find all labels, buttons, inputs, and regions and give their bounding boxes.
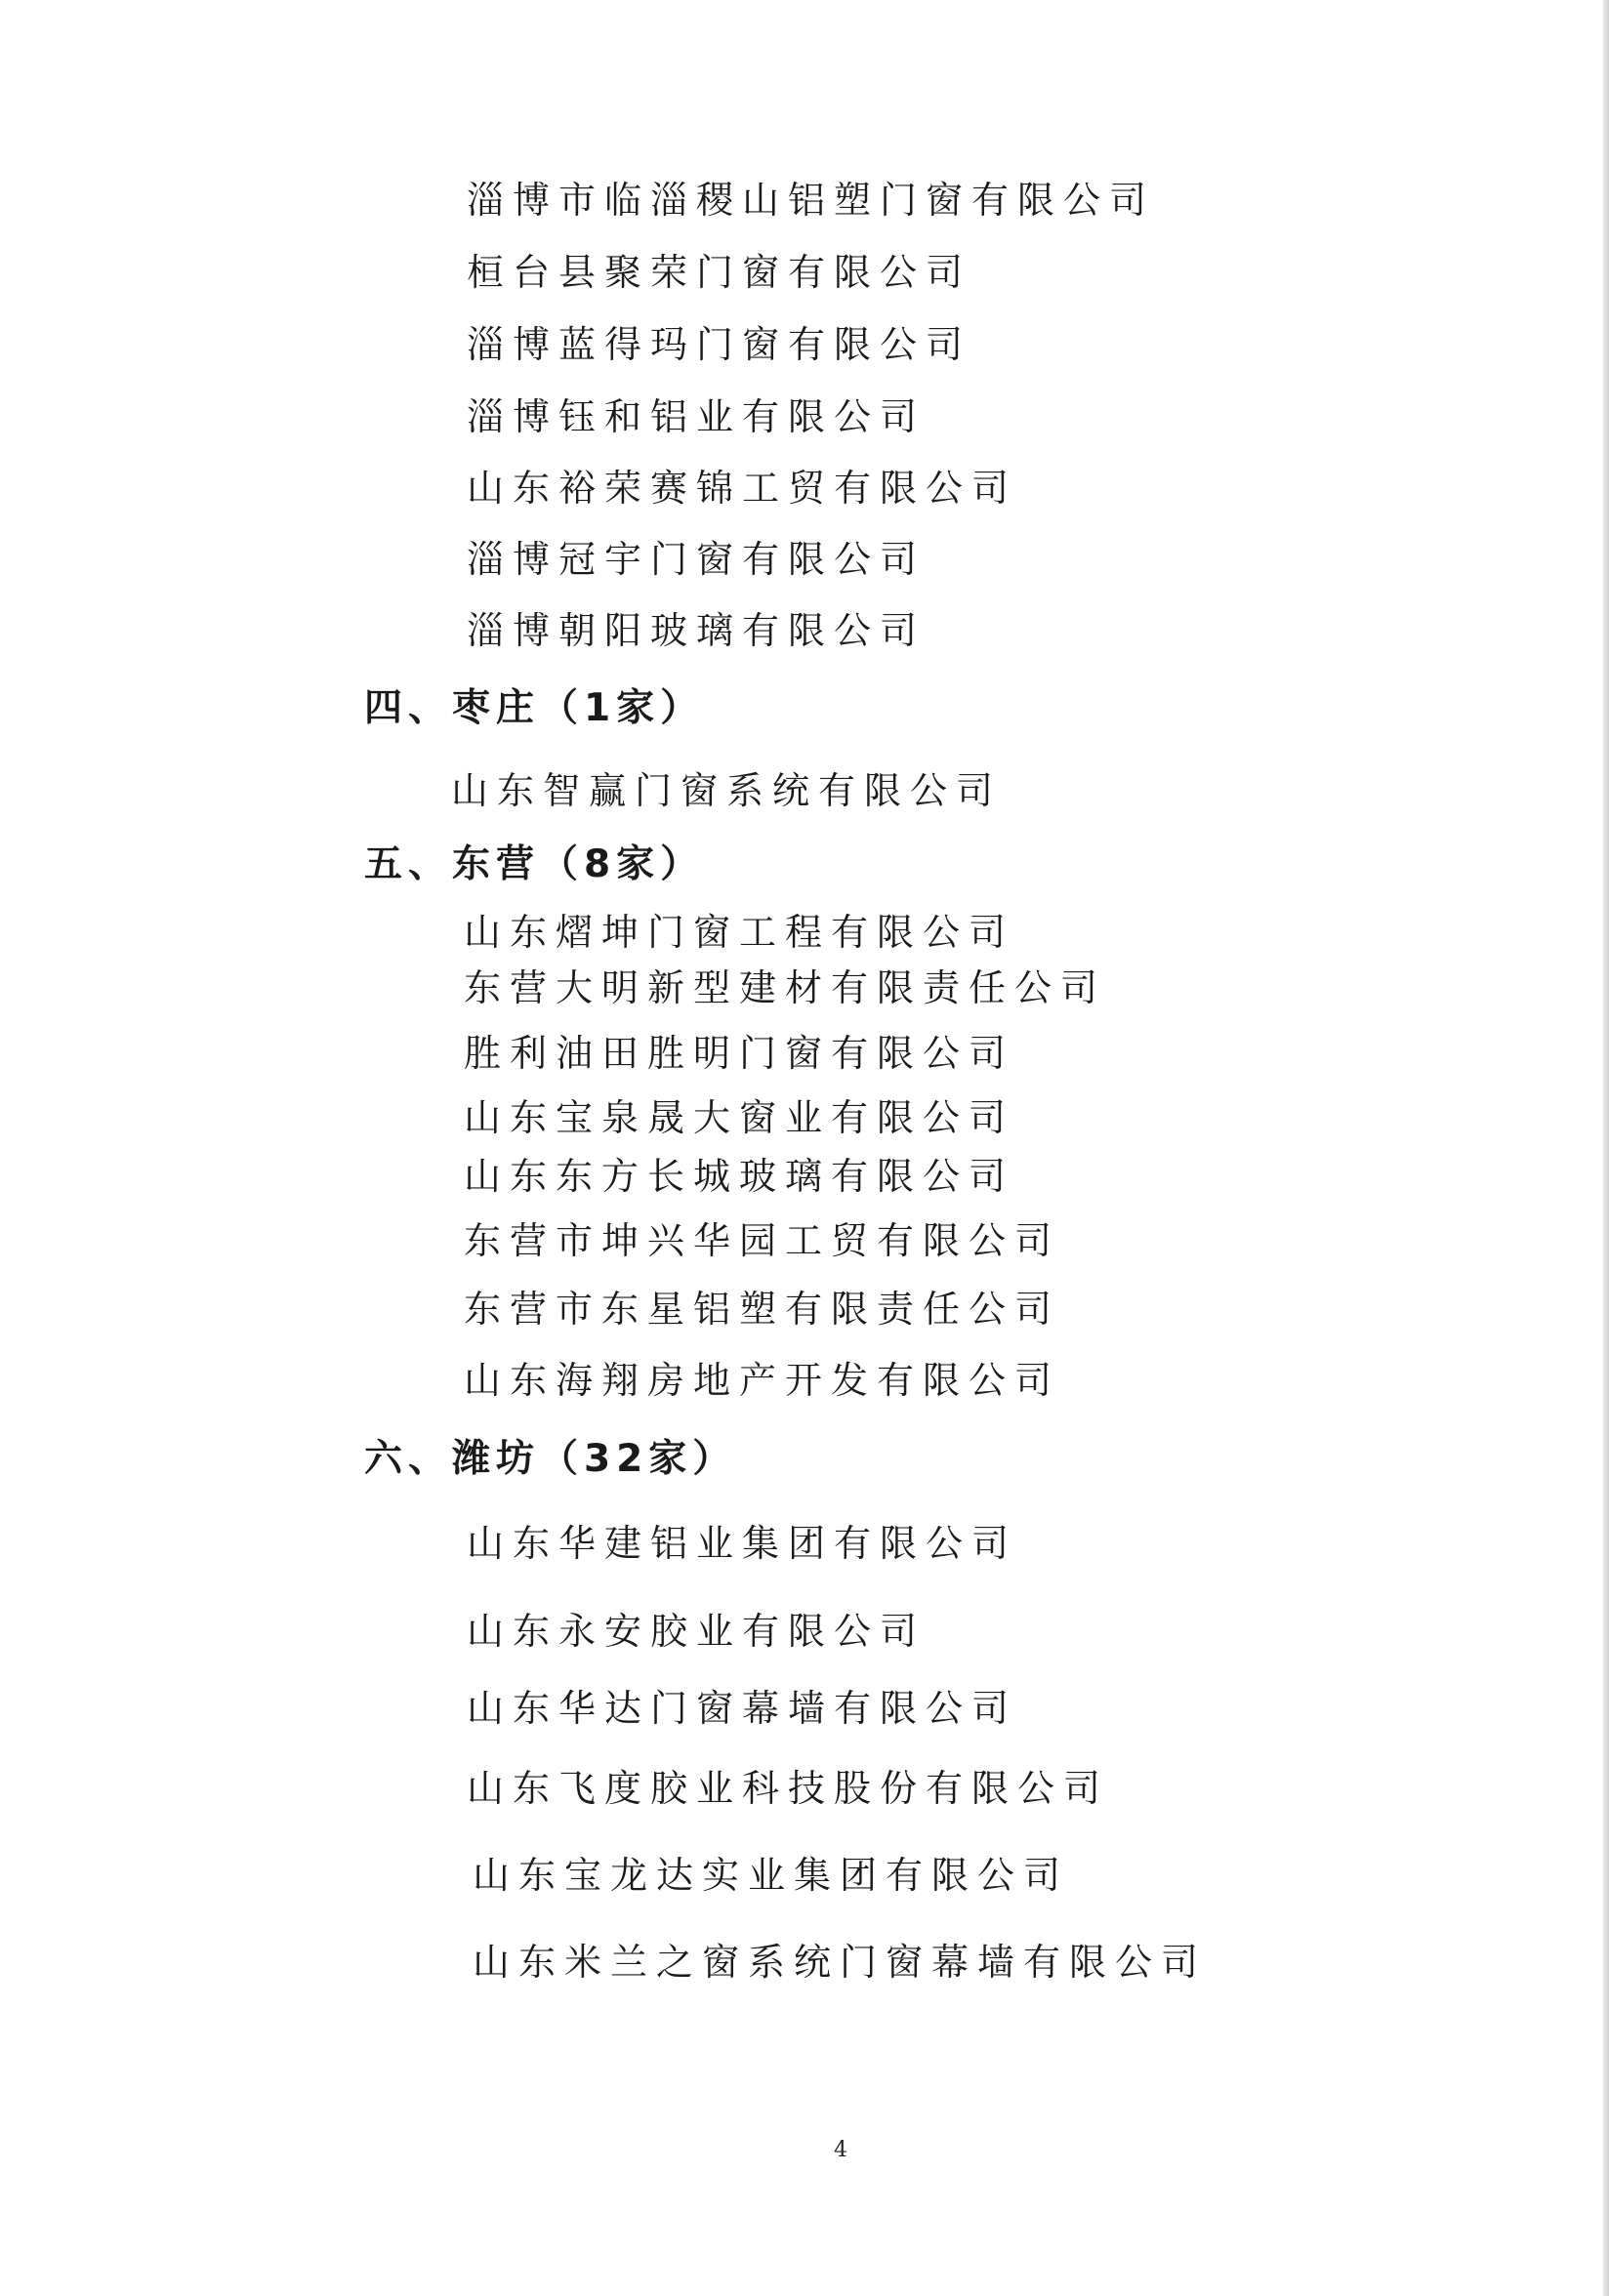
company-line: 淄博市临淄稷山铝塑门窗有限公司 bbox=[467, 179, 1156, 222]
company-line: 东营大明新型建材有限责任公司 bbox=[464, 966, 1107, 1009]
page-edge-shadow bbox=[1603, 0, 1609, 2296]
company-line: 胜利油田胜明门窗有限公司 bbox=[464, 1032, 1015, 1075]
company-line: 东营市坤兴华园工贸有限公司 bbox=[464, 1219, 1061, 1262]
company-line: 山东熠坤门窗工程有限公司 bbox=[464, 911, 1015, 954]
company-line: 山东智赢门窗系统有限公司 bbox=[451, 769, 1003, 812]
company-line: 山东东方长城玻璃有限公司 bbox=[464, 1155, 1015, 1198]
page-number: 4 bbox=[834, 2138, 847, 2162]
section-heading-zaozhuang: 四、枣庄（1家） bbox=[364, 686, 705, 730]
company-line: 山东宝泉晟大窗业有限公司 bbox=[464, 1096, 1015, 1139]
company-line: 山东华达门窗幕墙有限公司 bbox=[467, 1687, 1018, 1730]
section-heading-weifang: 六、潍坊（32家） bbox=[364, 1437, 737, 1481]
company-line: 淄博朝阳玻璃有限公司 bbox=[467, 609, 927, 652]
company-line: 山东永安胶业有限公司 bbox=[467, 1610, 927, 1653]
company-line: 东营市东星铝塑有限责任公司 bbox=[464, 1288, 1061, 1331]
section-heading-dongying: 五、东营（8家） bbox=[364, 842, 705, 886]
company-line: 桓台县聚荣门窗有限公司 bbox=[467, 251, 972, 294]
company-line: 淄博蓝得玛门窗有限公司 bbox=[467, 323, 972, 366]
company-line: 山东米兰之窗系统门窗幕墙有限公司 bbox=[473, 1941, 1208, 1984]
company-line: 山东飞度胶业科技股份有限公司 bbox=[467, 1767, 1110, 1810]
company-line: 山东宝龙达实业集团有限公司 bbox=[473, 1854, 1070, 1897]
company-line: 山东裕荣赛锦工贸有限公司 bbox=[467, 467, 1018, 510]
company-line: 淄博冠宇门窗有限公司 bbox=[467, 538, 927, 581]
company-line: 山东华建铝业集团有限公司 bbox=[467, 1522, 1018, 1565]
company-line: 山东海翔房地产开发有限公司 bbox=[464, 1359, 1061, 1402]
company-line: 淄博钰和铝业有限公司 bbox=[467, 395, 927, 438]
